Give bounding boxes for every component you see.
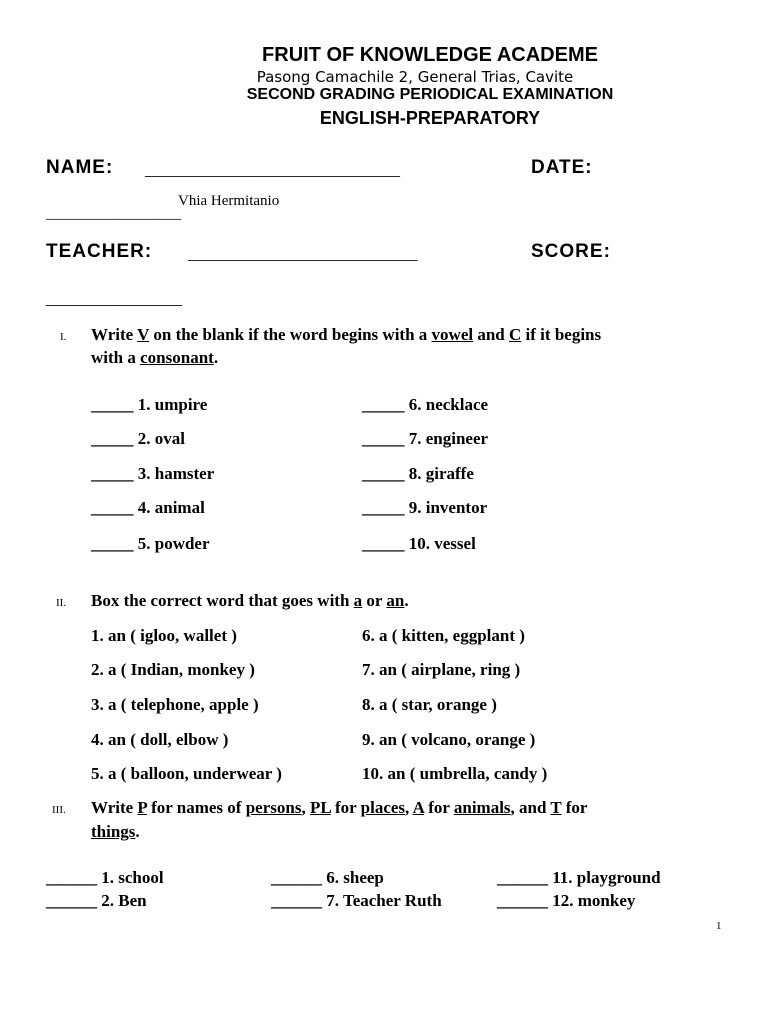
list-item	[271, 891, 442, 911]
instruction-text: and	[473, 325, 510, 344]
instruction-text: Write	[91, 798, 138, 817]
instruction-text: .	[404, 591, 409, 610]
list-item	[497, 891, 635, 911]
instruction-text: T	[550, 798, 562, 817]
instruction-text: places	[360, 798, 406, 817]
item-text: 10. vessel	[404, 534, 476, 553]
list-item	[91, 429, 185, 449]
instruction-text: Box the correct word that goes with	[91, 591, 354, 610]
instruction-text: .	[213, 348, 219, 367]
instruction-text: for	[330, 798, 361, 817]
list-item	[91, 464, 214, 484]
instruction-text: V	[137, 325, 150, 344]
answer-blank[interactable]: _____	[91, 534, 134, 553]
instruction-text: things	[91, 822, 136, 841]
name-field[interactable]: ______________________________	[145, 160, 400, 179]
item-text: 6. sheep	[322, 868, 384, 887]
list-item	[46, 891, 147, 911]
instruction-text: for	[423, 798, 454, 817]
list-item: 8. a ( star, orange )	[362, 695, 497, 714]
item-text: 1. umpire	[133, 395, 208, 414]
instruction-text: PL	[309, 798, 331, 817]
list-item	[362, 395, 488, 415]
instruction-text: P	[137, 798, 147, 817]
answer-blank[interactable]: ______	[46, 868, 97, 887]
answer-blank[interactable]: _____	[91, 498, 134, 517]
exam-title: SECOND GRADING PERIODICAL EXAMINATION	[246, 86, 614, 103]
section-1-numeral: I.	[60, 331, 67, 343]
answer-blank[interactable]: _____	[362, 498, 405, 517]
school-address: Pasong Camachile 2, General Trias, Cavite	[256, 68, 574, 86]
instruction-text: a	[353, 591, 363, 610]
instruction-text: animals	[453, 798, 511, 817]
item-text: 4. animal	[133, 498, 205, 517]
date-label: DATE:	[531, 157, 593, 178]
list-item: 2. a ( Indian, monkey )	[91, 660, 255, 679]
instruction-text: if it begins	[521, 325, 602, 344]
item-text: 8. giraffe	[404, 464, 474, 483]
answer-blank[interactable]: ______	[497, 891, 548, 910]
page-number: 1	[716, 920, 722, 932]
school-name: FRUIT OF KNOWLEDGE ACADEME	[262, 44, 598, 66]
list-item	[362, 464, 474, 484]
list-item: 10. an ( umbrella, candy )	[362, 764, 548, 783]
answer-blank[interactable]: _____	[362, 395, 405, 414]
instruction-text: vowel	[431, 325, 474, 344]
instruction-text: an	[386, 591, 405, 610]
item-text: 7. Teacher Ruth	[322, 891, 442, 910]
answer-blank[interactable]: _____	[362, 534, 405, 553]
instruction-text: or	[362, 591, 387, 610]
list-item	[46, 868, 164, 888]
teacher-label: TEACHER:	[46, 241, 153, 262]
date-field[interactable]: __________________	[46, 206, 181, 222]
instruction-text: Write	[91, 325, 138, 344]
item-text: 12. monkey	[548, 891, 636, 910]
instruction-text: , and	[510, 798, 551, 817]
item-text: 2. oval	[133, 429, 185, 448]
list-item	[362, 429, 488, 449]
section-2-numeral: II.	[56, 597, 67, 609]
answer-blank[interactable]: ______	[271, 891, 322, 910]
section-3-numeral: III.	[52, 804, 66, 816]
section-3-instruction	[91, 798, 587, 818]
answer-blank[interactable]: _____	[91, 429, 134, 448]
name-label: NAME:	[46, 157, 114, 178]
section-3-instruction-cont	[91, 822, 140, 842]
list-item	[91, 395, 207, 415]
answer-blank[interactable]: ______	[497, 868, 548, 887]
instruction-text: ,	[301, 798, 310, 817]
list-item: 5. a ( balloon, underwear )	[91, 764, 282, 783]
answer-blank[interactable]: _____	[362, 464, 405, 483]
list-item	[497, 868, 661, 888]
instruction-text: .	[135, 822, 140, 841]
list-item	[362, 498, 487, 518]
instruction-text: for	[561, 798, 588, 817]
teacher-field[interactable]: ___________________________	[188, 244, 418, 263]
section-1-instruction-cont	[91, 348, 218, 368]
list-item: 9. an ( volcano, orange )	[362, 730, 536, 749]
answer-blank[interactable]: _____	[362, 429, 405, 448]
score-field[interactable]: ________________	[46, 289, 182, 308]
item-text: 6. necklace	[404, 395, 489, 414]
item-text: 11. playground	[548, 868, 661, 887]
list-item	[91, 534, 210, 554]
score-label: SCORE:	[531, 241, 611, 262]
item-text: 2. Ben	[97, 891, 147, 910]
instruction-text: ,	[405, 798, 413, 817]
item-text: 1. school	[97, 868, 164, 887]
answer-blank[interactable]: ______	[271, 868, 322, 887]
list-item	[271, 868, 384, 888]
instruction-text: persons	[245, 798, 302, 817]
instruction-text: with a	[91, 348, 141, 367]
list-item	[91, 498, 205, 518]
answer-blank[interactable]: ______	[46, 891, 97, 910]
section-2-instruction	[91, 591, 409, 611]
instruction-text: on the blank if the word begins with a	[149, 325, 432, 344]
item-text: 7. engineer	[404, 429, 489, 448]
list-item: 7. an ( airplane, ring )	[362, 660, 521, 679]
item-text: 3. hamster	[133, 464, 215, 483]
list-item: 4. an ( doll, elbow )	[91, 730, 229, 749]
answer-blank[interactable]: _____	[91, 464, 134, 483]
answer-blank[interactable]: _____	[91, 395, 134, 414]
instruction-text: consonant	[140, 348, 214, 367]
list-item: 1. an ( igloo, wallet )	[91, 626, 237, 645]
subject-title: ENGLISH-PREPARATORY	[319, 108, 541, 128]
item-text: 5. powder	[133, 534, 210, 553]
item-text: 9. inventor	[404, 498, 488, 517]
list-item: 3. a ( telephone, apple )	[91, 695, 259, 714]
instruction-text: for names of	[146, 798, 246, 817]
section-1-instruction	[91, 325, 601, 345]
instruction-text: A	[412, 798, 424, 817]
student-name: Vhia Hermitanio	[178, 193, 280, 209]
list-item	[362, 534, 476, 554]
list-item: 6. a ( kitten, eggplant )	[362, 626, 525, 645]
instruction-text: C	[509, 325, 522, 344]
